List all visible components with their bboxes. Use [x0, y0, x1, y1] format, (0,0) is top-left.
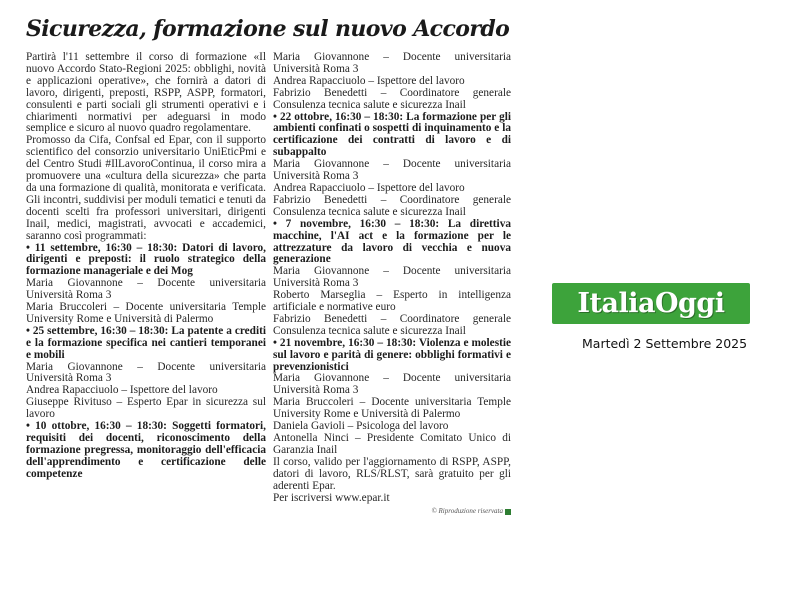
- speaker: Fabrizio Benedetti – Coordinatore generale Consulenza tecnica salute e sicurezza Inail: [273, 193, 511, 218]
- speaker: Fabrizio Benedetti – Coordinatore generale Consulenza tecnica salute e sicurezza Inail: [273, 312, 511, 337]
- speaker: Roberto Marseglia – Esperto in intelligenza artificiale e normative euro: [273, 289, 511, 314]
- signup-link[interactable]: Per iscriversi www.epar.it: [273, 491, 390, 504]
- speaker: Maria Giovannone – Docente universitaria Università Roma 3: [273, 372, 511, 397]
- speaker: Andrea Rapacciuolo – Ispettore del lavoro: [273, 181, 465, 194]
- session-title: • 21 novembre, 16:30 – 18:30: Violenza e molestie sul lavoro e parità di genere: obblighi formativi e prevenzionistici: [273, 336, 511, 373]
- logo-text: ItaliaOggi: [577, 288, 725, 319]
- speaker: Maria Giovannone – Docente universitaria Università Roma 3: [273, 265, 511, 290]
- session-title: • 10 ottobre, 16:30 – 18:30: Soggetti formatori, requisiti dei docenti, riconoscimento della formazione pregressa, monitoraggio dell'efficacia dell'apprendimento e certificazione delle competenze: [26, 420, 266, 480]
- copyright-note: [273, 506, 511, 518]
- speaker: Antonella Ninci – Presidente Comitato Unico di Garanzia Inail: [273, 432, 511, 456]
- article-column-right: [273, 52, 511, 518]
- speaker: Maria Bruccoleri – Docente universitaria Temple University Rome e Università di Palermo: [273, 396, 511, 421]
- speaker: Giuseppe Rivituso – Esperto Epar in sicurezza sul lavoro: [26, 396, 266, 421]
- end-mark-icon: [505, 509, 511, 515]
- speaker: Daniela Gavioli – Psicologa del lavoro: [273, 420, 449, 433]
- session-item: [273, 219, 511, 338]
- session-item: [26, 243, 266, 326]
- session-item: [273, 112, 511, 219]
- session-title: • 22 ottobre, 16:30 – 18:30: La formazione per gli ambienti confinati o sospetti di inquinamento e la certificazione dei contratti di lavoro e di subappalto: [273, 110, 511, 159]
- session-title: • 11 settembre, 16:30 – 18:30: Datori di lavoro, dirigenti e preposti: il ruolo strategico della formazione manageriale e dei Mog: [26, 241, 266, 278]
- session-title: • 7 novembre, 16:30 – 18:30: La direttiva macchine, l'AI act e la formazione per le attrezzature da lavoro di vecchia e nuova generazione: [273, 217, 511, 266]
- article-closing: Il corso, valido per l'aggiornamento di RSPP, ASPP, datori di lavoro, RLS/RLST, sarà gratuito per gli aderenti Epar.: [273, 455, 511, 492]
- publication-date: Martedì 2 Settembre 2025: [582, 336, 748, 351]
- speaker: Andrea Rapacciuolo – Ispettore del lavoro: [273, 74, 465, 87]
- speaker: Maria Giovannone – Docente universitaria Università Roma 3: [26, 277, 266, 302]
- speaker: Andrea Rapacciuolo – Ispettore del lavoro: [26, 384, 218, 397]
- copyright-text: © Riproduzione riservata: [431, 507, 503, 516]
- article-title: Sicurezza, formazione sul nuovo Accordo: [26, 16, 510, 42]
- session-item: [26, 421, 266, 481]
- italiaoggi-logo: [552, 283, 750, 324]
- session-title: • 25 settembre, 16:30 – 18:30: La patente a crediti e la formazione specifica nei cantieri temporanei e mobili: [26, 324, 266, 361]
- speaker: Fabrizio Benedetti – Coordinatore generale Consulenza tecnica salute e sicurezza Inail: [273, 86, 511, 111]
- speaker: Maria Giovannone – Docente universitaria Università Roma 3: [26, 360, 266, 385]
- speaker: Maria Bruccoleri – Docente universitaria Temple University Rome e Università di Palermo: [26, 301, 266, 325]
- article-format: Gli incontri, suddivisi per moduli tematici e tenuti da docenti scelti fra professori universitari, dirigenti Inail, medici, magistrati, avvocati e accademici, saranno così programmati:: [26, 193, 267, 242]
- article-promoters: Promosso da Cifa, Confsal ed Epar, con il supporto scientifico del consorzio universitario UniEticPmi e del Centro Studi #IlLavoroContinua, il corso mira a promuovere una «cultura della sicurezza» che parta da una formazione di qualità, monitorata e verificata.: [26, 134, 266, 194]
- article-column-left: [26, 52, 266, 481]
- session-item: [273, 338, 511, 457]
- article-intro: Partirà l'11 settembre il corso di formazione «Il nuovo Accordo Stato-Regioni 2025: obblighi, novità e applicazioni operative», che fornirà a datori di lavoro, dirigenti, preposti, RSPP, ASPP, formatori, consulenti e parti sociali gli strumenti operativi e i chiarimenti normativi per adeguarsi in modo semplice e sicuro al nuovo quadro regolamentare.: [26, 51, 266, 135]
- speaker: Maria Giovannone – Docente universitaria Università Roma 3: [273, 158, 511, 183]
- session-item: [26, 326, 266, 421]
- speaker: Maria Giovannone – Docente universitaria Università Roma 3: [273, 51, 511, 75]
